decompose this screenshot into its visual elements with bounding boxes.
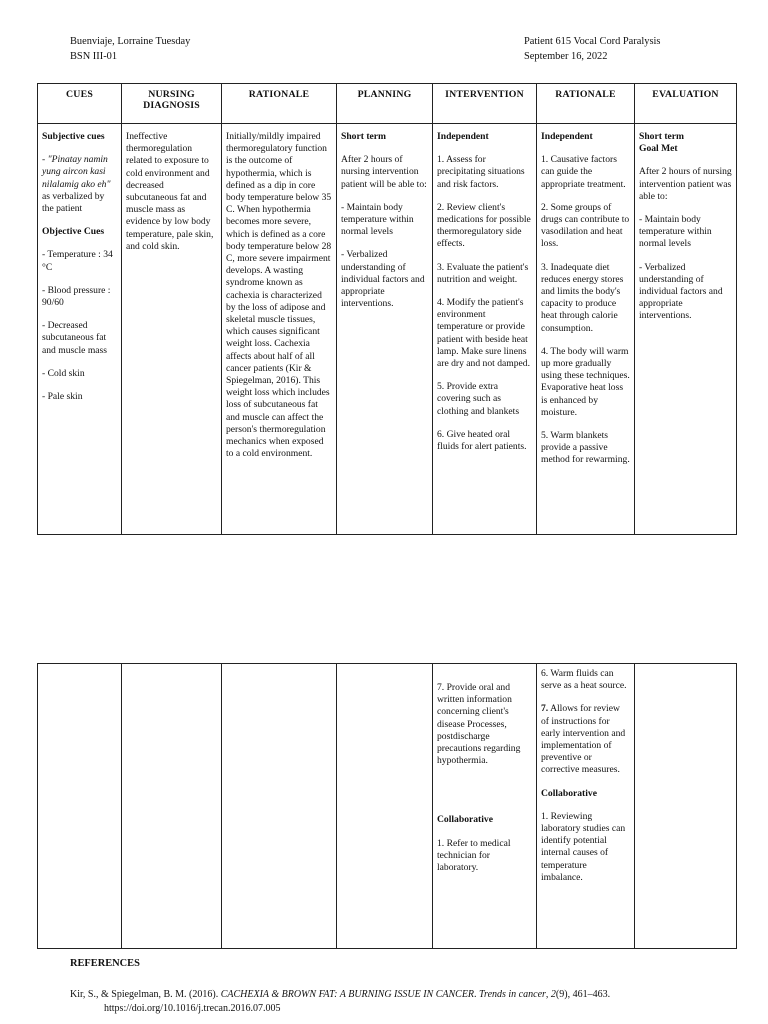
rationale-text: Initially/mildly impaired thermoregulatory function is the outcome of hypothermia, which is defined as a dip in core body temperature below 35 C. When hypothermia becomes more severe, which is defined as a core body temperature below 28 C, more severe impairment develops. A wasting syndrome known as cachexia is characterized by the loss of adipose and skeletal muscle tissues, which causes significant weight loss. Cachexia affects about half of all cancer patients (Kir & Spiegelman, 2016). This weight loss which includes loss of subcutaneous fat and muscle can affect the person's thermoregulation mechanics when exposed to a cold environment. bbox=[226, 131, 332, 460]
column-header-rationale-2: RATIONALE bbox=[537, 84, 635, 124]
evaluation-cell-continued bbox=[635, 664, 737, 949]
diagnosis-text: Ineffective thermoregulation related to exposure to cold environment and decreased subcutaneous fat and muscle mass as evidence by low body temperature, pale skin, and cold skin. bbox=[126, 131, 214, 252]
references-title: REFERENCES bbox=[70, 958, 140, 969]
cues-cell-continued bbox=[38, 664, 122, 949]
reference-article: CACHEXIA & BROWN FAT: A BURNING ISSUE IN CANCER bbox=[220, 989, 475, 1000]
subjective-quote: - "Pinatay namin yung aircon kasi nilalamig ako eh" bbox=[42, 154, 111, 190]
column-header-planning: PLANNING bbox=[337, 84, 433, 124]
evaluation-goal: Goal Met bbox=[639, 143, 678, 155]
rationale-item7-number: 7. bbox=[541, 703, 549, 715]
intervention-collaborative-title: Collaborative bbox=[437, 814, 493, 826]
column-header-rationale: RATIONALE bbox=[222, 84, 337, 124]
list-item: - Verbalized understanding of individual factors and appropriate interventions. bbox=[639, 261, 723, 322]
document-date: September 16, 2022 bbox=[524, 51, 608, 62]
rationale-collaborative-title: Collaborative bbox=[541, 787, 597, 799]
student-header bbox=[70, 34, 190, 64]
list-item: 1. Causative factors can guide the appropriate treatment. bbox=[541, 154, 626, 190]
intervention-cell bbox=[433, 124, 537, 535]
list-item: 1. Assess for precipitating situations and risk factors. bbox=[437, 154, 525, 190]
list-item: - Decreased subcutaneous fat and muscle mass bbox=[42, 320, 108, 356]
list-item: 5. Provide extra covering such as clothing and blankets bbox=[437, 381, 520, 417]
list-item: 1. Refer to medical technician for laboratory. bbox=[437, 837, 511, 874]
table-row bbox=[38, 124, 737, 535]
list-item: - Temperature : 34 °C bbox=[42, 249, 113, 273]
list-item: 7. Provide oral and written information concerning client's disease Processes, postdischarge precautions regarding hypothermia. bbox=[437, 682, 521, 767]
student-name: Buenviaje, Lorraine Tuesday bbox=[70, 36, 191, 47]
list-item bbox=[541, 703, 630, 776]
list-item: - Maintain body temperature within normal levels bbox=[639, 214, 712, 250]
list-item: 2. Review client's medications for possible thermoregulatory side effects. bbox=[437, 201, 531, 250]
subjective-cues-title: Subjective cues bbox=[42, 131, 105, 142]
patient-header bbox=[524, 34, 660, 64]
intervention-cell-continued bbox=[433, 664, 537, 949]
evaluation-cell bbox=[635, 124, 737, 535]
list-item: - Pale skin bbox=[42, 391, 83, 403]
table-row bbox=[38, 664, 737, 949]
reference-journal: Trends in cancer bbox=[479, 989, 546, 1000]
list-item: 2. Some groups of drugs can contribute to vasodilation and heat loss. bbox=[541, 201, 630, 250]
list-item: 6. Give heated oral fluids for alert patients. bbox=[437, 428, 527, 453]
reference-volume: 2 bbox=[550, 989, 556, 1000]
care-plan-table bbox=[37, 83, 737, 535]
planning-cell-continued bbox=[337, 664, 433, 949]
rationale-2-cell-continued bbox=[537, 664, 635, 949]
list-item: 4. The body will warm up more gradually using these techniques. Evaporative heat loss is enhanced by moisture. bbox=[541, 345, 630, 418]
patient-title: Patient 615 Vocal Cord Paralysis bbox=[524, 36, 661, 47]
list-item: 4. Modify the patient's environment temperature or provide patient with beside heat lamp. Make sure linens are dry and not damped. bbox=[437, 297, 530, 370]
planning-intro: After 2 hours of nursing intervention patient will be able to: bbox=[341, 154, 427, 190]
list-item: 1. Reviewing laboratory studies can identify potential internal causes of temperature imbalance. bbox=[541, 810, 626, 883]
column-header-nursing-diagnosis: NURSING DIAGNOSIS bbox=[122, 84, 222, 124]
list-item: 5. Warm blankets provide a passive method for rewarming. bbox=[541, 430, 630, 466]
diagnosis-cell bbox=[122, 124, 222, 535]
reference-entry bbox=[70, 988, 710, 1016]
list-item: - Maintain body temperature within normal levels bbox=[341, 201, 414, 238]
list-item: 3. Inadequate diet reduces energy stores and limits the body's capacity to produce heat through calorie consumption. bbox=[541, 261, 624, 334]
planning-cell bbox=[337, 124, 433, 535]
list-item: 6. Warm fluids can serve as a heat source. bbox=[541, 668, 627, 692]
rationale-cell-continued bbox=[222, 664, 337, 949]
reference-authors: Kir, S., & Spiegelman, B. M. (2016). bbox=[70, 989, 221, 1000]
cues-cell bbox=[38, 124, 122, 535]
rationale-item7-text: Allows for review of instructions for early intervention and implementation of preventive or corrective measures. bbox=[541, 703, 626, 776]
column-header-cues: CUES bbox=[38, 84, 122, 124]
rationale-2-cell bbox=[537, 124, 635, 535]
list-item: - Cold skin bbox=[42, 367, 85, 379]
planning-title: Short term bbox=[341, 131, 387, 142]
table-header-row bbox=[38, 84, 737, 124]
list-item: - Verbalized understanding of individual factors and appropriate interventions. bbox=[341, 249, 425, 310]
column-header-intervention: INTERVENTION bbox=[433, 84, 537, 124]
list-item: 3. Evaluate the patient's nutrition and weight. bbox=[437, 261, 529, 285]
list-item: - Blood pressure : 90/60 bbox=[42, 284, 111, 309]
evaluation-title: Short term bbox=[639, 131, 685, 142]
rationale-2-title: Independent bbox=[541, 131, 593, 142]
intervention-title: Independent bbox=[437, 131, 489, 142]
reference-sep: . bbox=[474, 989, 480, 1000]
reference-pages: (9), 461–463. bbox=[555, 989, 611, 1000]
column-header-evaluation: EVALUATION bbox=[635, 84, 737, 124]
student-section: BSN III-01 bbox=[70, 51, 118, 62]
rationale-cell bbox=[222, 124, 337, 535]
objective-cues-title: Objective Cues bbox=[42, 226, 105, 238]
evaluation-intro: After 2 hours of nursing intervention patient was able to: bbox=[639, 166, 732, 202]
reference-vol-sep: , bbox=[545, 989, 551, 1000]
care-plan-table-continued bbox=[37, 663, 737, 949]
diagnosis-cell-continued bbox=[122, 664, 222, 949]
reference-doi-link[interactable]: https://doi.org/10.1016/j.trecan.2016.07.005 bbox=[104, 1003, 281, 1014]
subjective-suffix: as verbalized by the patient bbox=[42, 190, 105, 215]
